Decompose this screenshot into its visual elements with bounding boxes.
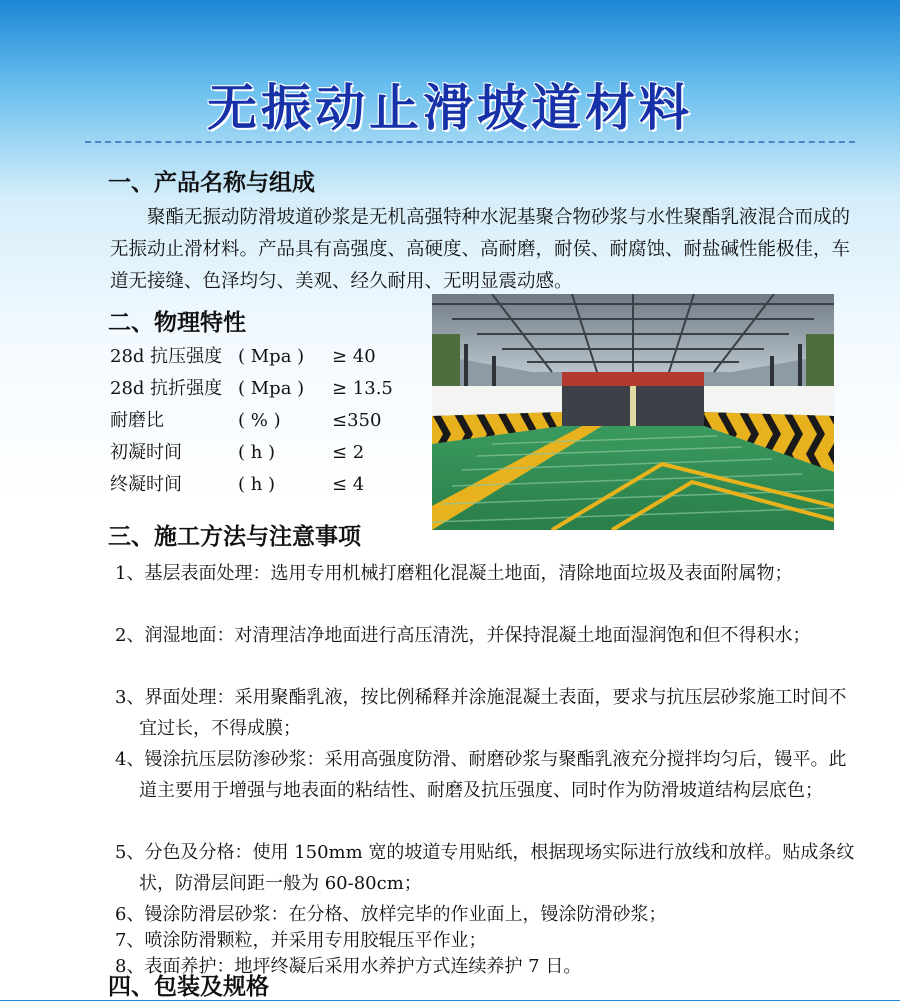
property-value: ≤350 <box>332 410 382 431</box>
construction-step: 1、基层表面处理：选用专用机械打磨粗化混凝土地面，清除地面垃圾及表面附属物； <box>115 563 793 584</box>
construction-step: 2、润湿地面：对清理洁净地面进行高压清洗，并保持混凝土地面湿润饱和但不得积水； <box>115 625 811 646</box>
section-heading-properties: 二、物理特性 <box>108 310 246 336</box>
construction-step: 7、喷涂防滑颗粒，并采用专用胶辊压平作业； <box>115 930 487 951</box>
section-heading-construction: 三、施工方法与注意事项 <box>108 524 361 550</box>
property-name: 终凝时间 <box>110 474 182 495</box>
property-unit: ( h ) <box>238 442 276 463</box>
property-unit: ( Mpa ) <box>238 346 305 367</box>
construction-step: 3、界面处理：采用聚酯乳液，按比例稀释并涂施混凝土表面，要求与抗压层砂浆施工时间不宜过长，不得成膜； <box>115 687 847 739</box>
title-divider <box>85 141 855 143</box>
section-heading-packaging: 四、包装及规格 <box>108 974 269 1000</box>
ramp-illustration <box>432 294 834 530</box>
property-unit: ( h ) <box>238 474 276 495</box>
page-title: 无振动止滑坡道材料 <box>207 79 693 137</box>
construction-step: 5、分色及分格：使用 150mm 宽的坡道专用贴纸，根据现场实际进行放线和放样。贴成条纹状，防滑层间距一般为 60-80cm； <box>115 842 855 894</box>
section-heading-composition: 一、产品名称与组成 <box>108 170 315 196</box>
property-unit: ( Mpa ) <box>238 378 305 399</box>
composition-text: 聚酯无振动防滑坡道砂浆是无机高强特种水泥基聚合物砂浆与水性聚酯乳液混合而成的无振动止滑材料。产品具有高强度、高硬度、高耐磨，耐侯、耐腐蚀、耐盐碱性能极佳，车道无接缝、色泽均匀、美观、经久耐用、无明显震动感。 <box>110 207 851 292</box>
property-value: ≥ 40 <box>332 346 376 367</box>
construction-step: 6、镘涂防滑层砂浆：在分格、放样完毕的作业面上，镘涂防滑砂浆； <box>115 904 667 925</box>
composition-paragraph <box>110 202 850 298</box>
ramp-photo <box>432 294 834 530</box>
property-value: ≤ 2 <box>332 442 365 463</box>
property-unit: ( % ) <box>238 410 281 431</box>
property-value: ≥ 13.5 <box>332 378 393 399</box>
property-name: 耐磨比 <box>110 410 164 431</box>
construction-step: 8、表面养护：地坪终凝后采用水养护方式连续养护 7 日。 <box>115 956 582 977</box>
property-value: ≤ 4 <box>332 474 365 495</box>
construction-step: 4、镘涂抗压层防渗砂浆：采用高强度防滑、耐磨砂浆与聚酯乳液充分搅拌均匀后，镘平。此道主要用于增强与地表面的粘结性、耐磨及抗压强度、同时作为防滑坡道结构层底色； <box>115 749 847 801</box>
property-name: 初凝时间 <box>110 442 182 463</box>
property-name: 28d 抗折强度 <box>110 378 223 399</box>
property-name: 28d 抗压强度 <box>110 346 223 367</box>
